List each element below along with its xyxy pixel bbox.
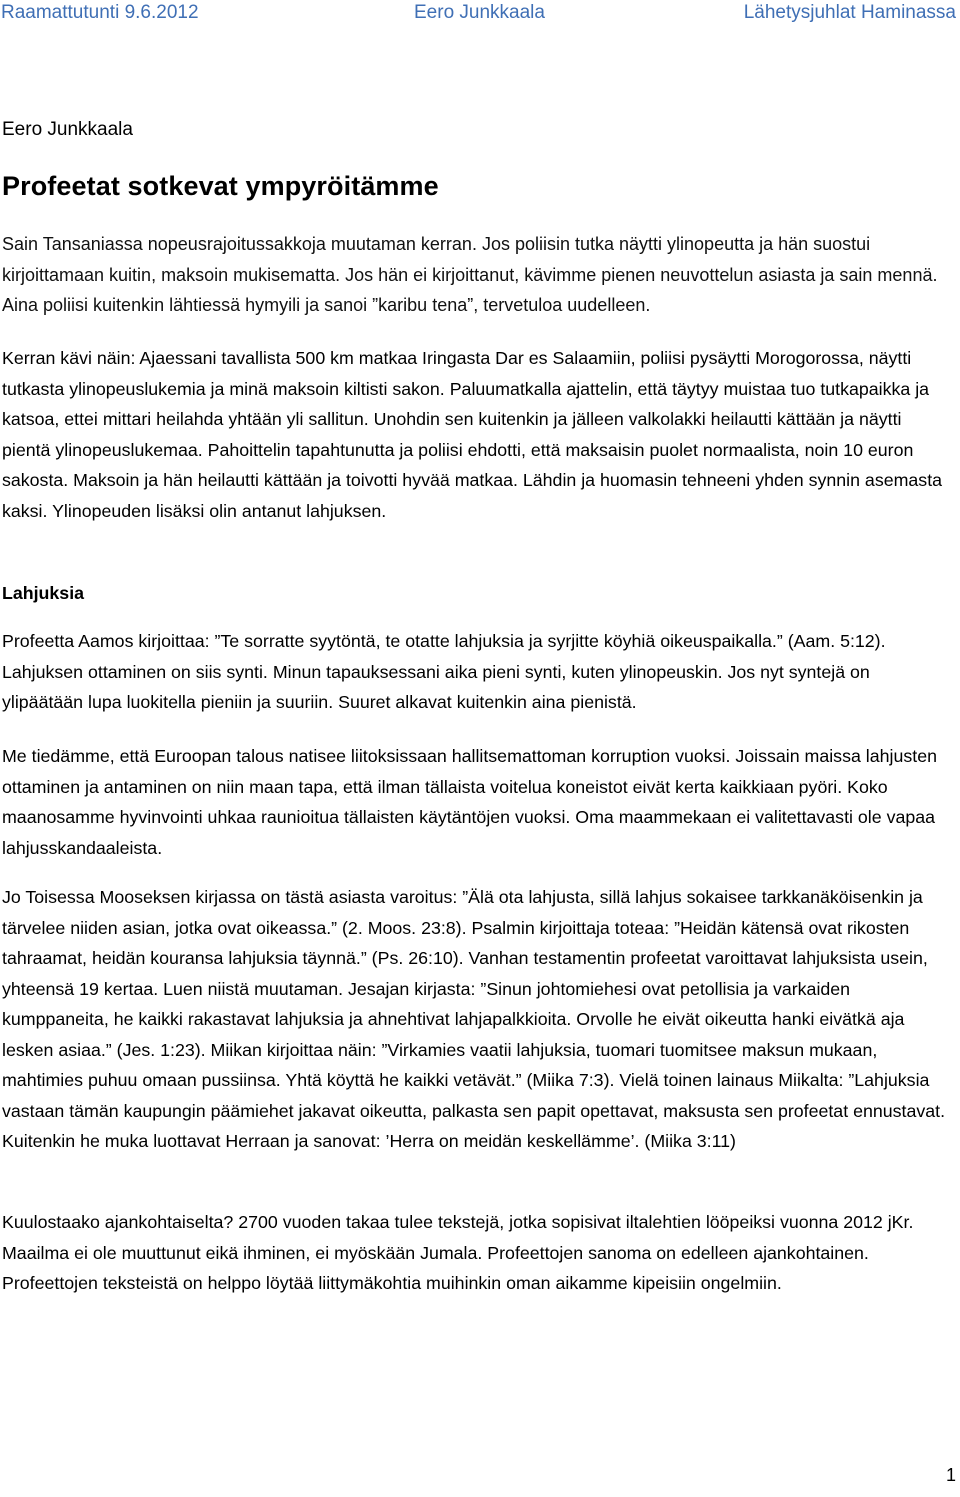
header-left-text: Raamattutunti 9.6.2012 [1, 2, 199, 23]
section-heading: Lahjuksia [2, 583, 85, 603]
paragraph-scripture: Jo Toisessa Mooseksen kirjassa on tästä asiasta varoitus: ”Älä ota lahjusta, sillä lahjus sokaisee tarkkanäköisenkin ja tärvelee niiden asian, jotka ovat oikeassa.” (2. Moos. 23:8). Psalmin kirjoittaja toteaa: ”Heidän kätensä ovat rikosten tahraamat, heidän kouransa lahjuksia täynnä.” (Ps. 26:10). Vanhan testamentin profeetat varoittavat lahjuksista usein, yhteensä 19 kertaa. Luen niistä muutaman. Jesajan kirjasta: ”Sinun johtomiehesi ovat petollisia ja varkaiden kumppaneita, he kaikki rakastavat lahjuksia ja ahnehtivat lahjapalkkioita. Orvolle he eivät oikeutta hanki eivätkä aja lesken asiaa.” (Jes. 1:23). Miikan kirjoittaa näin: ”Virkamies vaatii lahjuksia, tuomari tuomitsee maksun mukaan, mahtimies puhuu omaan pussiinsa. Yhtä köyttä he kaikki vetävät.” (Miika 7:3). Vielä toinen lainaus Miikalta: ”Lahjuksia vastaan tämän kaupungin päämiehet jakavat oikeutta, palkasta sen papit opettavat, maksusta sen profeetat ennustavat. Kuitenkin he muka luottavat Herraan ja sanovat: ’Herra on meidän keskellämme’. (Miika 3:11) [2, 887, 946, 1151]
header-center-text: Eero Junkkaala [414, 2, 545, 23]
document-title: Profeetat sotkevat ympyröitämme [2, 171, 439, 201]
page-number: 1 [945, 1465, 956, 1485]
author-name: Eero Junkkaala [2, 119, 133, 140]
paragraph-intro: Sain Tansaniassa nopeusrajoitussakkoja muutaman kerran. Jos poliisin tutka näytti ylinopeutta ja hän suostui kirjoittamaan kuitin, maksoin mukisematta. Jos hän ei kirjoittanut, kävimme pienen neuvottelun asiasta ja sain mennä. Aina poliisi kuitenkin lähtiessä hymyili ja sanoi ”karibu tena”, tervetuloa uudelleen. [2, 234, 938, 315]
paragraph-conclusion: Kuulostaako ajankohtaiselta? 2700 vuoden takaa tulee tekstejä, jotka sopisivat iltalehtien lööpeiksi vuonna 2012 jKr. Maailma ei ole muuttunut eikä ihminen, ei myöskään Jumala. Profeettojen sanoma on edelleen ajankohtainen. Profeettojen teksteistä on helppo löytää liittymäkohtia muihinkin oman aikamme kipeisiin ongelmiin. [2, 1212, 914, 1293]
paragraph-europe: Me tiedämme, että Euroopan talous natisee liitoksissaan hallitsemattoman korruption vuoksi. Joissain maissa lahjusten ottaminen ja antaminen on niin maan tapa, että ilman tällaista voitelua koneistot eivät kerta kaikkiaan pyöri. Koko maanosamme hyvinvointi uhkaa raunioitua tällaisten käytäntöjen vuoksi. Oma maammekaan ei valitettavasti ole vapaa lahjusskandaaleista. [2, 746, 937, 858]
header-right-text: Lähetysjuhlat Haminassa [743, 2, 956, 23]
paragraph-amos: Profeetta Aamos kirjoittaa: ”Te sorratte syytöntä, te otatte lahjuksia ja syrjitte köyhiä oikeuspaikalla.” (Aam. 5:12). Lahjuksen ottaminen on siis synti. Minun tapauksessani aika pieni synti, kuten ylinopeuskin. Jos nyt syntejä on ylipäätään lupa luokitella pieniin ja suuriin. Suuret alkavat kuitenkin aina pienistä. [2, 631, 886, 712]
page-header [0, 0, 960, 30]
paragraph-story: Kerran kävi näin: Ajaessani tavallista 500 km matkaa Iringasta Dar es Salaamiin, poliisi pysäytti Morogorossa, näytti tutkasta ylinopeuslukemia ja minä maksoin kiltisti sakon. Paluumatkalla ajattelin, että täytyy muistaa tuo tutkapaikka ja katsoa, ettei mittari heilahda yhtään yli sallitun. Unohdin sen kuitenkin ja jälleen valkolakki heilautti kättään ja näytti pientä ylinopeuslukemaa. Pahoittelin tapahtunutta ja poliisi ehdotti, että maksaisin puolet normaalista, noin 10 euron sakosta. Maksoin ja hän heilautti kättään ja toivotti hyvää matkaa. Lähdin ja huomasin tehneeni yhden synnin asemasta kaksi. Ylinopeuden lisäksi olin antanut lahjuksen. [2, 348, 943, 521]
